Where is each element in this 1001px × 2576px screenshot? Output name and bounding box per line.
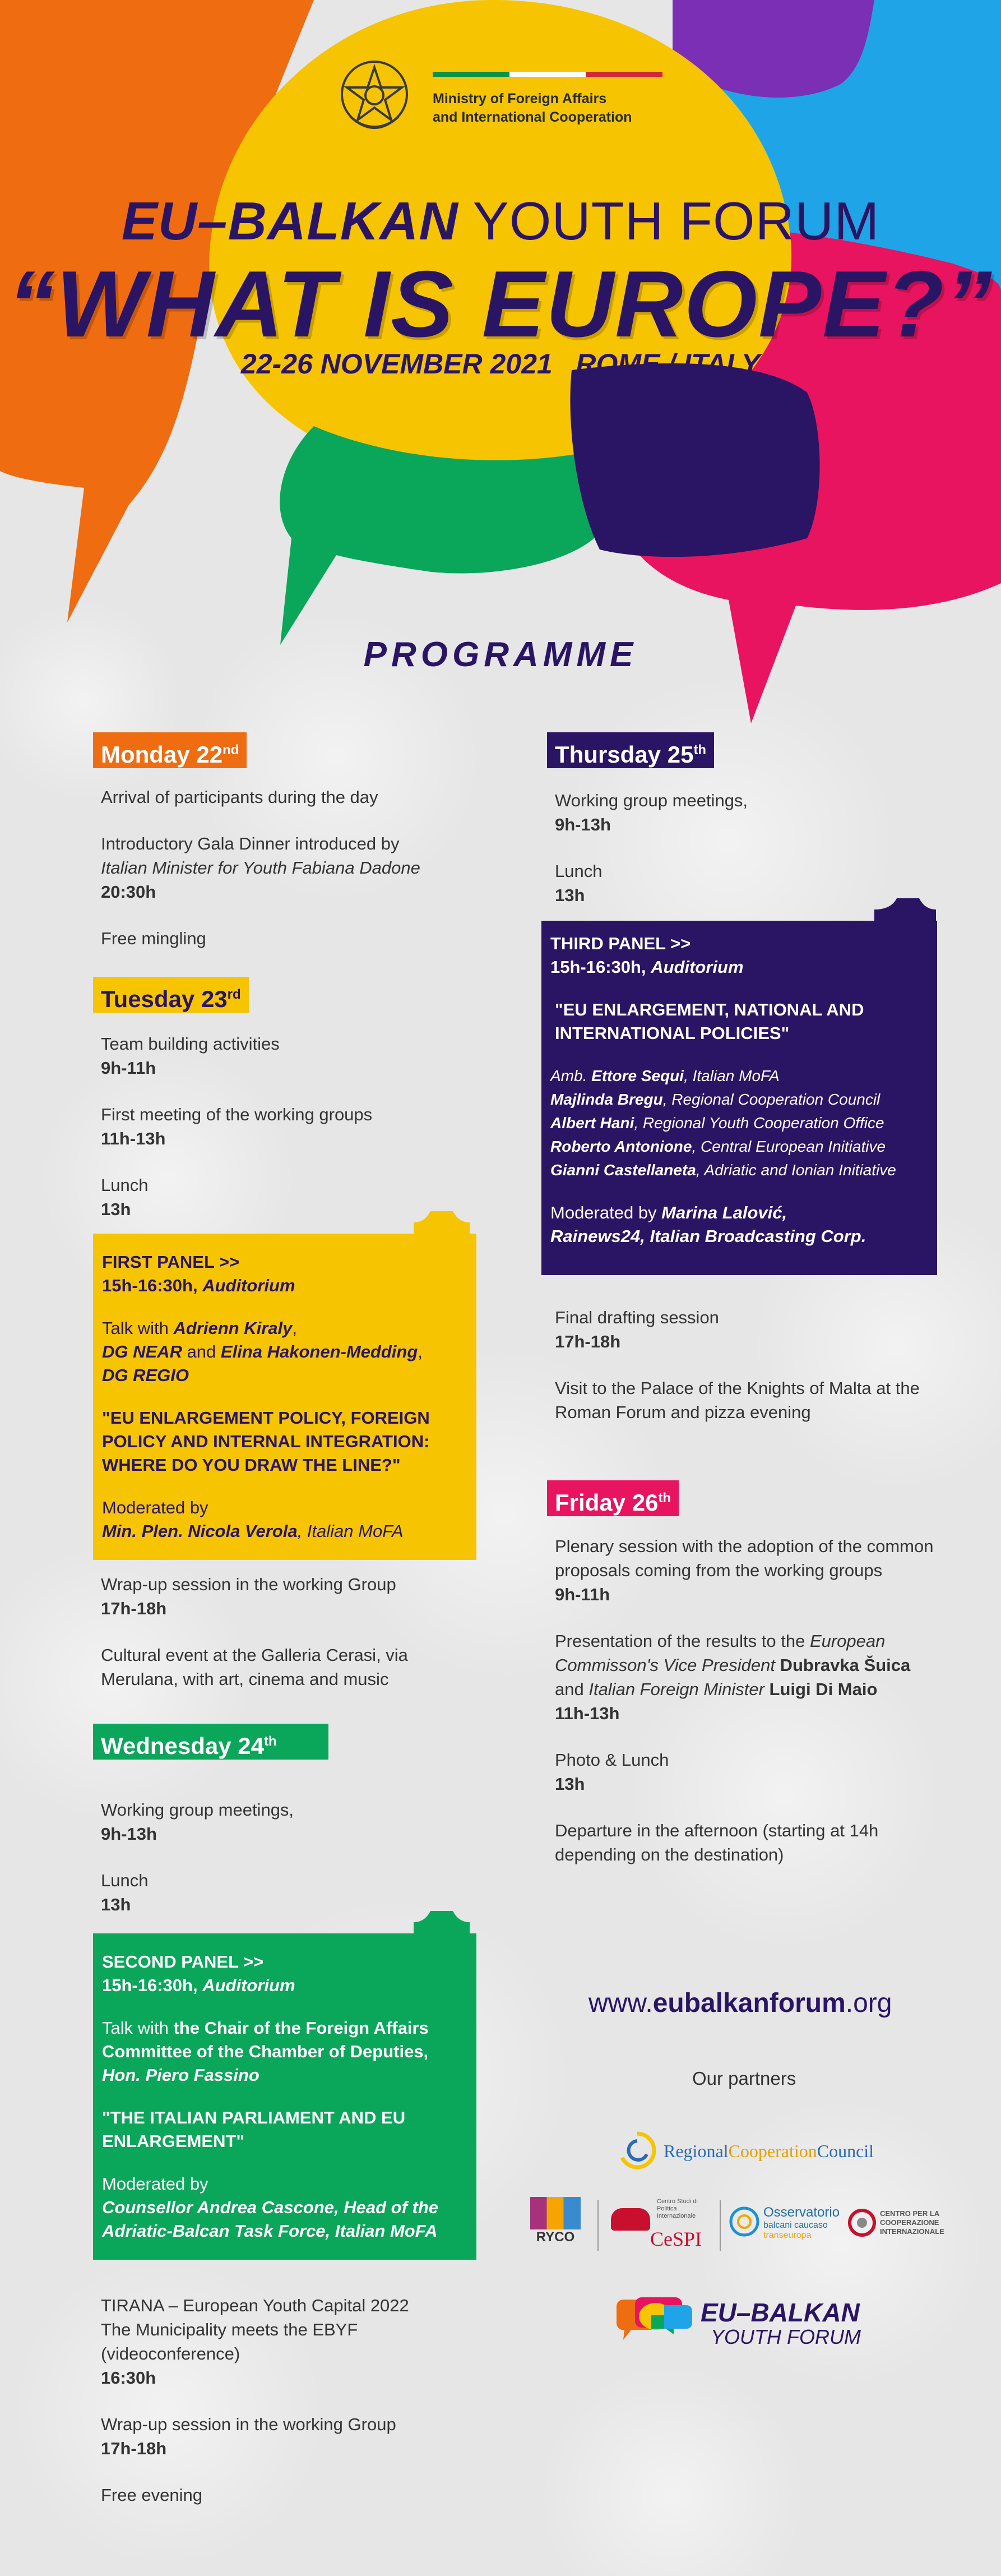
thu-wg-time: 9h-13h [555,815,611,834]
talk-c: Elina Hakonen-Medding [220,1342,418,1361]
thursday-final [555,1305,936,1354]
gala-time: 20:30h [101,882,156,902]
third-panel-quote-text: "EU ENLARGEMENT, NATIONAL AND INTERNATIONAL POLICIES" [555,1000,864,1043]
cci-line3: INTERNAZIONALE [880,2227,944,2236]
second-panel-time: 15h-16:30h, [102,1975,198,1995]
p2-name: Majlinda Bregu [550,1091,663,1108]
forum-title [0,191,1001,252]
team-text: Team building activities [101,1034,280,1054]
third-panel-venue: Auditorium [651,957,744,977]
rcc-a: Regional [664,2141,729,2161]
cespi-dome-icon [611,2208,650,2231]
second-panel-title: SECOND PANEL >> [102,1952,264,1972]
cci-logo [847,2205,943,2247]
ministry-name [433,90,632,127]
ryco-logo [530,2197,581,2246]
wednesday-events [101,1798,471,1939]
lunch-text: Lunch [101,1175,149,1195]
p4-org: , Central European Initiative [692,1138,886,1155]
talk-b: DG NEAR [102,1342,182,1361]
lunch-time: 13h [101,1199,131,1219]
tuesday-cultural: Cultural event at the Galleria Cerasi, via Merulana, with art, cinema and music [101,1645,408,1689]
third-panel-speakers [550,1064,928,1182]
first-mod-label: Moderated by [102,1498,208,1517]
second-talk-bold: the Chair of the Foreign Affairs Committee of the Chamber of Deputies, [102,2018,429,2061]
wednesday-lunch [101,1868,471,1917]
tuesday-sup: rd [227,987,241,1002]
first-panel-talk [102,1317,467,1387]
friday-plenary [555,1534,936,1606]
pres-d: Italian Foreign Minister [588,1679,764,1699]
plenary-time: 9h-11h [555,1585,610,1604]
title-bold: EU–BALKAN [121,191,458,251]
friday-photo [555,1748,936,1796]
friday-presentation [555,1629,936,1725]
second-panel-quote-text: "THE ITALIAN PARLIAMENT AND EU ENLARGEMENT" [102,2108,406,2151]
monday-sup: nd [223,742,239,758]
final-time: 17h-18h [555,1332,621,1351]
obc-line1: Osservatorio [763,2205,840,2220]
p1-name: Ettore Sequi [591,1067,684,1084]
obc-logo [729,2204,846,2249]
p3-name: Albert Hani [550,1114,634,1132]
second-mod-text: Counsellor Andrea Cascone, Head of the Adriatic-Balcan Task Force, Italian MoFA [102,2198,439,2241]
p4-name: Roberto Antonione [550,1138,692,1155]
talk-comma2: , [418,1342,423,1361]
third-mod-label: Moderated by [550,1203,662,1222]
day-header-wednesday [93,1724,328,1760]
first-panel-quote-text: "EU ENLARGEMENT POLICY, FOREIGN POLICY AND INTERNAL INTEGRATION: WHERE DO YOU DRAW THE LINE?" [102,1408,430,1475]
cespi-logo [611,2198,712,2250]
second-panel-heading [102,1950,467,1997]
pres-b: Dubravka Šuica [775,1655,911,1675]
friday-label: Friday 26 [555,1489,659,1516]
thursday-visit: Visit to the Palace of the Knights of Malta at the Roman Forum and pizza evening [555,1378,920,1422]
third-panel-moderator [550,1201,928,1248]
thursday-sup: th [693,742,707,758]
first-time: 11h-13h [101,1129,166,1148]
site-pre: www. [588,1988,653,2018]
monday-label: Monday 22 [101,741,223,768]
tuesday-first-meeting [101,1102,471,1151]
obc-circle-icon [729,2206,760,2237]
first-mod-org: , Italian MoFA [297,1521,404,1541]
speech-bubbles-icon [611,2294,695,2350]
day-header-friday [547,1480,679,1516]
second-panel-moderator [102,2172,467,2243]
tirana-text: The Municipality meets the EBYF (videoconference) [101,2320,358,2363]
site-post: .org [845,1988,892,2018]
ministry-line2: and International Cooperation [433,109,632,125]
final-text: Final drafting session [555,1308,719,1327]
forum-place: ROME / ITALY [576,348,761,380]
monday-arrival: Arrival of participants during the day [101,787,378,807]
forum-subtitle: “WHAT IS EUROPE?” [8,251,993,357]
wednesday-sup: th [264,1734,277,1749]
wed-lunch-time: 13h [101,1895,131,1914]
pres-pre: Presentation of the results to the [555,1631,810,1651]
team-time: 9h-11h [101,1058,156,1078]
purple-bubble [570,363,819,557]
friday-events [555,1534,936,1889]
wednesday-free: Free evening [101,2485,202,2505]
monday-events [101,785,471,973]
tuesday-label: Tuesday 23 [101,986,228,1012]
third-panel-heading [550,932,928,979]
tuesday-events [101,1032,471,1244]
first-text: First meeting of the working groups [101,1105,373,1124]
italy-emblem-icon [339,55,410,138]
obc-line2: balcani caucaso [763,2220,828,2230]
third-mod-name: Marina Lalović, [661,1203,787,1222]
second-panel-talk [102,2016,467,2087]
wednesday-wrap [101,2412,471,2460]
friday-departure: Departure in the afternoon (starting at 14h depending on the destination) [555,1821,879,1864]
first-panel-quote [102,1406,467,1477]
second-panel-venue: Auditorium [202,1975,295,1995]
thu-lunch-text: Lunch [555,861,603,881]
second-panel-quote [102,2106,467,2153]
cespi-small: Centro Studi di Politica Internazionale [657,2198,698,2219]
tirana-title: TIRANA – European Youth Capital 2022 [101,2296,409,2315]
partner-divider-2 [720,2200,721,2251]
wed-lunch-text: Lunch [101,1871,149,1890]
logo-title: EU–BALKAN [701,2298,860,2327]
tirana-time: 16:30h [101,2368,156,2388]
rcc-name [664,2141,874,2162]
tuesday-team [101,1032,471,1080]
rcc-swirl-icon [618,2131,657,2170]
talk-a: Adrienn Kiraly [173,1318,293,1338]
wednesday-label: Wednesday 24 [101,1733,265,1759]
ryco-blocks-icon [530,2197,581,2229]
gala-text: Introductory Gala Dinner introduced by [101,834,400,853]
partner-divider-1 [597,2200,599,2251]
day-header-tuesday [93,977,249,1013]
third-panel-time: 15h-16:30h, [550,957,646,977]
thu-wg-text: Working group meetings, [555,791,748,810]
forum-date-place [0,348,1001,380]
wrap-time: 17h-18h [101,1599,167,1618]
tuesday-wrap [101,1572,471,1621]
first-panel-venue: Auditorium [202,1276,295,1295]
programme-heading: PROGRAMME [363,635,638,674]
second-mod-label: Moderated by [102,2174,208,2194]
cespi-name: CeSPI [650,2228,702,2250]
day-header-monday [93,732,247,768]
first-panel [93,1234,476,1560]
second-talk-pre: Talk with [102,2018,174,2038]
tuesday-lunch [101,1173,471,1221]
first-panel-moderator [102,1496,467,1543]
rcc-logo [618,2131,874,2170]
gala-who: Italian Minister for Youth Fabiana Dadone [101,858,420,878]
second-talk-name: Hon. Piero Fassino [102,2065,259,2085]
p5-name: Gianni Castellaneta [550,1161,696,1179]
talk-d: DG REGIO [102,1365,189,1385]
eu-balkan-forum-logo [611,2291,880,2352]
pres-time: 11h-13h [555,1704,620,1723]
wednesday-tirana [101,2293,471,2390]
wed-wrap-time: 17h-18h [101,2439,167,2458]
talk-pre: Talk with [102,1318,174,1338]
rcc-c: Council [817,2141,874,2161]
first-panel-time: 15h-16:30h, [102,1276,198,1295]
first-panel-heading [102,1250,467,1298]
monday-gala [101,832,471,904]
p1-pre: Amb. [550,1067,592,1084]
wednesday-evening [101,2293,471,2529]
wrap-text: Wrap-up session in the working Group [101,1575,396,1594]
day-header-thursday [547,732,714,768]
thu-lunch-time: 13h [555,885,585,905]
forum-date: 22-26 NOVEMBER 2021 [240,348,553,380]
friday-sup: th [658,1490,671,1506]
ministry-line1: Ministry of Foreign Affairs [433,91,607,107]
ryco-name: RYCO [536,2229,575,2245]
p1-org: , Italian MoFA [684,1067,780,1084]
cci-line1: CENTRO PER LA [880,2209,940,2218]
plenary-text: Plenary session with the adoption of the common proposals coming from the working groups [555,1536,934,1580]
partners-heading: Our partners [692,2068,796,2089]
pres-c: and [555,1679,589,1699]
title-light: YOUTH FORUM [458,191,880,251]
p5-org: , Adriatic and Ionian Initiative [696,1161,896,1179]
website-link[interactable] [588,1988,892,2019]
talk-comma: , [292,1318,297,1338]
tuesday-evening [101,1572,471,1714]
monday-mingling: Free mingling [101,929,206,948]
thursday-evening [555,1305,936,1447]
third-mod-org: Rainews24, Italian Broadcasting Corp. [550,1226,866,1246]
cci-ring-icon [847,2208,877,2237]
logo-subtitle: YOUTH FORUM [711,2325,861,2348]
pres-a: European Commisson's Vice President [555,1631,886,1675]
wg-time: 9h-13h [101,1824,157,1844]
first-mod-name: Min. Plen. Nicola Verola [102,1521,298,1541]
p2-org: , Regional Cooperation Council [662,1091,880,1108]
rcc-b: Cooperation [728,2141,817,2161]
obc-line3: transeuropa [763,2231,812,2240]
photo-text: Photo & Lunch [555,1750,669,1770]
pres-e: Luigi Di Maio [764,1679,878,1699]
third-panel-quote [550,998,928,1045]
wed-wrap-text: Wrap-up session in the working Group [101,2415,396,2434]
wednesday-wg [101,1798,471,1846]
first-panel-title: FIRST PANEL >> [102,1252,240,1272]
thursday-label: Thursday 25 [555,741,694,768]
wg-text: Working group meetings, [101,1800,294,1820]
thursday-wg [555,788,936,837]
talk-and: and [182,1342,221,1361]
photo-time: 13h [555,1774,585,1794]
thursday-events [555,788,936,930]
third-panel-title: THIRD PANEL >> [550,934,691,953]
p3-org: , Regional Youth Cooperation Office [634,1114,884,1132]
thursday-lunch [555,859,936,907]
italian-flag-bar [433,72,662,77]
third-panel [541,921,937,1275]
site-bold: eubalkanforum [652,1988,846,2018]
cci-line2: COOPERAZIONE [880,2218,939,2227]
second-panel [93,1933,476,2260]
